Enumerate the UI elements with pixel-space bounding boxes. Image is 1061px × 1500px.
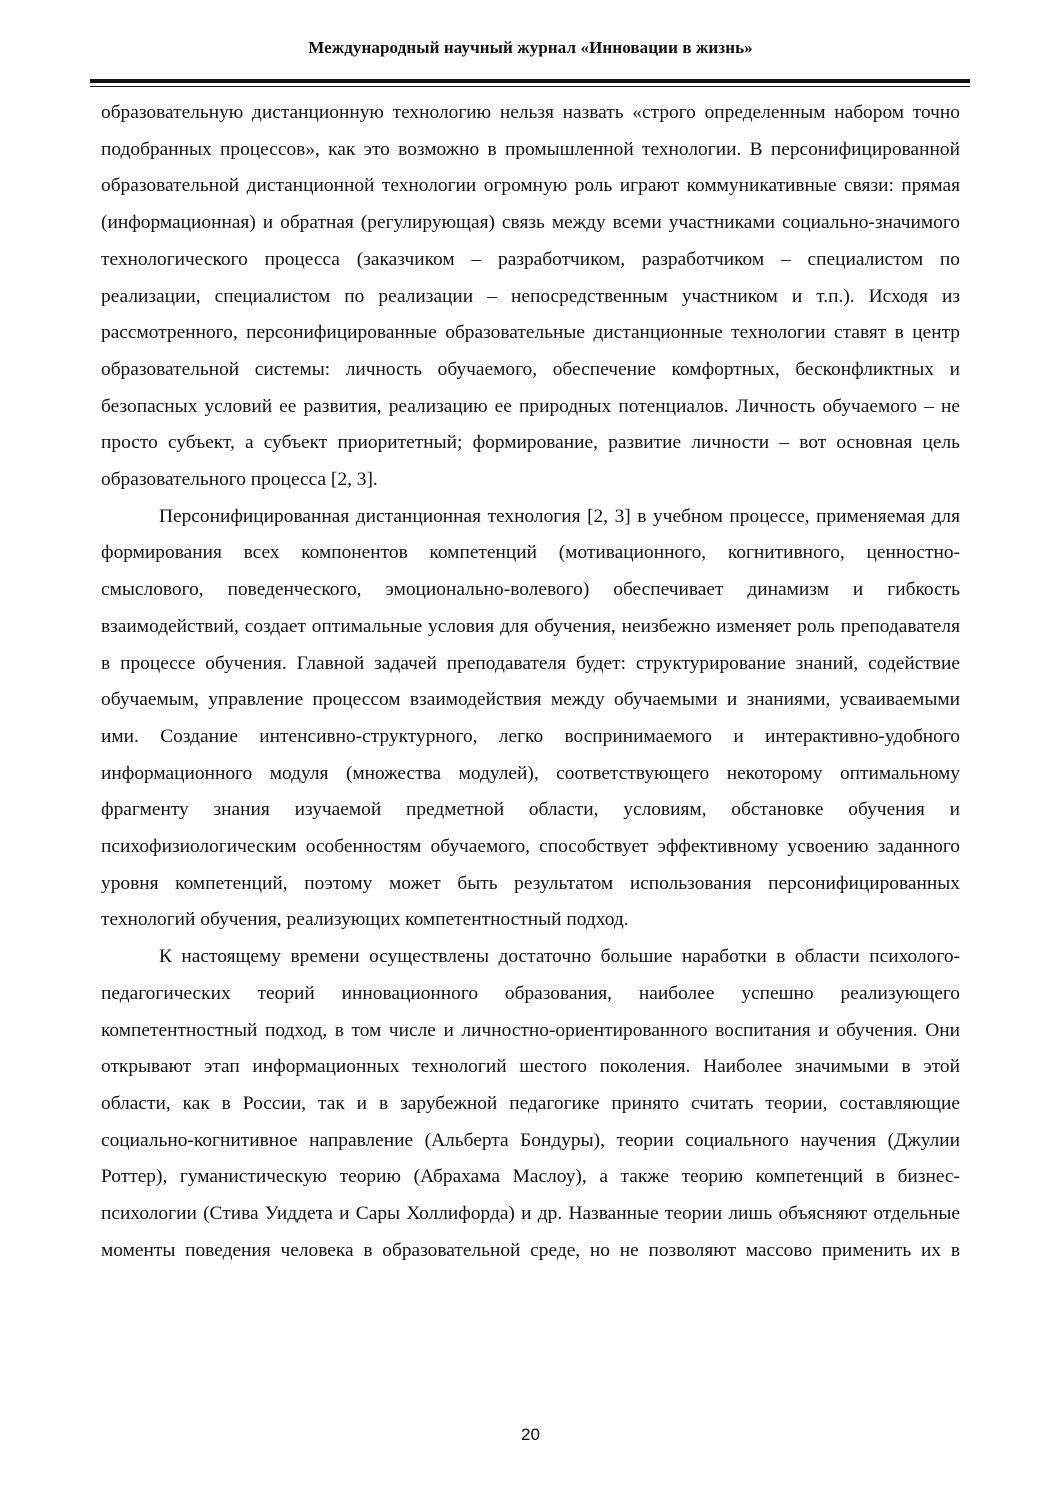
page-number: 20 — [521, 1425, 540, 1444]
paragraph-continuation: образовательную дистанционную технологию нельзя назвать «строго определенным набором точно подобранных процессов», как это возможно в промышленной технологии. В персонифицированной образовательной дистанционной технологии огромную роль играют коммуникативные связи: прямая (информационная) и обратная (регулирующая) связь между всеми участниками социально-значимого технологического процесса (заказчиком – разработчиком, разработчиком – специалистом по реализации, специалистом по реализации – непосредственным участником и т.п.). Исходя из рассмотренного, персонифицированные образовательные дистанционные технологии ставят в центр образовательной системы: личность обучаемого, обеспечение комфортных, бесконфликтных и безопасных условий ее развития, реализацию ее природных потенциалов. Личность обучаемого – не просто субъект, а субъект приоритетный; формирование, развитие личности – вот основная цель образовательного процесса [2, 3]. — [101, 102, 960, 491]
header-rule-thin — [90, 86, 970, 87]
article-body — [101, 95, 960, 1270]
paragraph-psychological-theories: К настоящему времени осуществлены достаточно большие наработки в области психолого-педагогических теорий инновационного образования, наиболее успешно реализующего компетентностный подход, в том числе и личностно-ориентированного воспитания и обучения. Они открывают этап информационных технологий шестого поколения. Наиболее значимыми в этой области, как в России, так и в зарубежной педагогике принято считать теории, составляющие социально-когнитивное направление (Альберта Бондуры), теории социального научения (Джулии Роттер), гуманистическую теорию (Абрахама Маслоу), а также теорию компетенций в бизнес-психологии (Стива Уиддета и Сары Холлифорда) и др. Названные теории лишь объясняют отдельные моменты поведения человека в образовательной среде, но не позволяют массово применить их в — [101, 946, 960, 1261]
paragraph-personified-technology: Персонифицированная дистанционная технология [2, 3] в учебном процессе, применяемая для формирования всех компонентов компетенций (мотивационного, когнитивного, ценностно-смыслового, поведенческого, эмоционально-волевого) обеспечивает динамизм и гибкость взаимодействий, создает оптимальные условия для обучения, неизбежно изменяет роль преподавателя в процессе обучения. Главной задачей преподавателя будет: структурирование знаний, содействие обучаемым, управление процессом взаимодействия между обучаемыми и знаниями, усваиваемыми ими. Создание интенсивно-структурного, легко воспринимаемого и интерактивно-удобного информационного модуля (множества модулей), соответствующего некоторому оптимальному фрагменту знания изучаемой предметной области, условиям, обстановке обучения и психофизиологическим особенностям обучаемого, способствует эффективному усвоению заданного уровня компетенций, поэтому может быть результатом использования персонифицированных технологий обучения, реализующих компетентностный подход. — [101, 505, 960, 931]
journal-header-title: Международный научный журнал «Инновации в жизнь» — [308, 38, 753, 57]
header-rule-thick — [90, 79, 970, 83]
